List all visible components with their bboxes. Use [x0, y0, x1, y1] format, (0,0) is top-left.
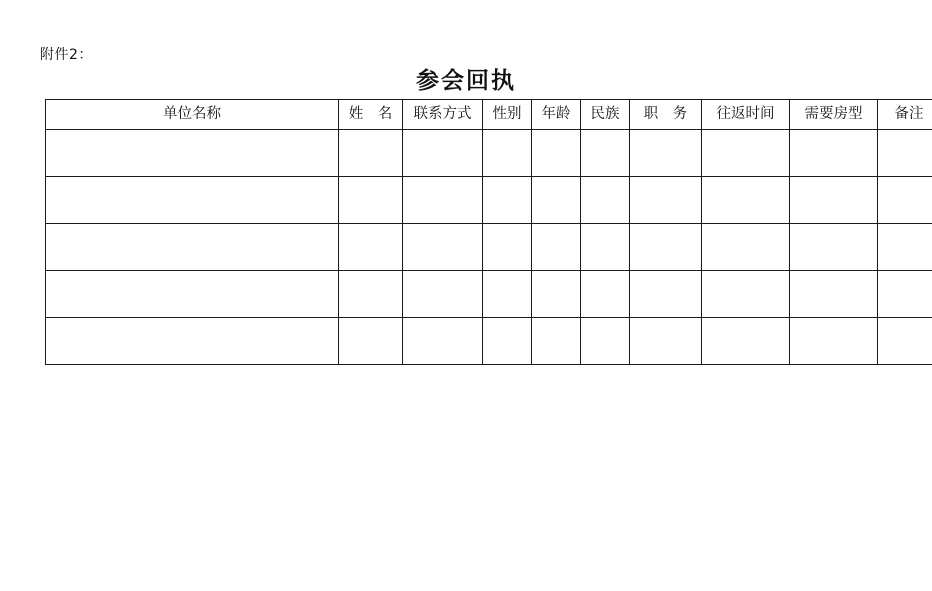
cell-gender[interactable] [483, 177, 532, 224]
column-header-ethnicity: 民族 [581, 100, 630, 130]
cell-name[interactable] [339, 271, 403, 318]
cell-room-type[interactable] [790, 224, 878, 271]
cell-travel-time[interactable] [702, 177, 790, 224]
cell-travel-time[interactable] [702, 271, 790, 318]
cell-contact[interactable] [403, 177, 483, 224]
cell-unit-name[interactable] [46, 224, 339, 271]
cell-ethnicity[interactable] [581, 318, 630, 365]
cell-position[interactable] [630, 177, 702, 224]
column-header-travel-time: 往返时间 [702, 100, 790, 130]
column-header-age: 年龄 [532, 100, 581, 130]
cell-room-type[interactable] [790, 130, 878, 177]
cell-position[interactable] [630, 224, 702, 271]
cell-unit-name[interactable] [46, 318, 339, 365]
cell-remark[interactable] [878, 177, 932, 224]
cell-contact[interactable] [403, 271, 483, 318]
cell-age[interactable] [532, 130, 581, 177]
column-header-unit-name: 单位名称 [46, 100, 339, 130]
cell-contact[interactable] [403, 318, 483, 365]
page-title: 参会回执 [416, 68, 516, 94]
cell-position[interactable] [630, 271, 702, 318]
cell-contact[interactable] [403, 130, 483, 177]
cell-travel-time[interactable] [702, 224, 790, 271]
table-row [46, 318, 932, 365]
cell-name[interactable] [339, 224, 403, 271]
cell-unit-name[interactable] [46, 130, 339, 177]
table-row [46, 224, 932, 271]
cell-age[interactable] [532, 318, 581, 365]
participation-receipt-table [45, 99, 932, 365]
column-header-room-type: 需要房型 [790, 100, 878, 130]
column-header-position: 职 务 [630, 100, 702, 130]
cell-remark[interactable] [878, 271, 932, 318]
cell-remark[interactable] [878, 318, 932, 365]
attachment-label: 附件2： [40, 47, 93, 63]
cell-unit-name[interactable] [46, 177, 339, 224]
column-header-gender: 性别 [483, 100, 532, 130]
cell-contact[interactable] [403, 224, 483, 271]
table-row [46, 130, 932, 177]
column-header-contact: 联系方式 [403, 100, 483, 130]
cell-name[interactable] [339, 130, 403, 177]
cell-gender[interactable] [483, 224, 532, 271]
cell-remark[interactable] [878, 130, 932, 177]
cell-room-type[interactable] [790, 177, 878, 224]
cell-ethnicity[interactable] [581, 271, 630, 318]
cell-position[interactable] [630, 130, 702, 177]
cell-ethnicity[interactable] [581, 177, 630, 224]
cell-gender[interactable] [483, 271, 532, 318]
cell-travel-time[interactable] [702, 318, 790, 365]
cell-name[interactable] [339, 318, 403, 365]
cell-age[interactable] [532, 224, 581, 271]
cell-travel-time[interactable] [702, 130, 790, 177]
cell-age[interactable] [532, 177, 581, 224]
cell-age[interactable] [532, 271, 581, 318]
cell-gender[interactable] [483, 318, 532, 365]
cell-unit-name[interactable] [46, 271, 339, 318]
column-header-remark: 备注 [878, 100, 932, 130]
table-header-row [46, 100, 932, 130]
cell-position[interactable] [630, 318, 702, 365]
table-row [46, 271, 932, 318]
table-row [46, 177, 932, 224]
column-header-name: 姓 名 [339, 100, 403, 130]
cell-room-type[interactable] [790, 318, 878, 365]
cell-room-type[interactable] [790, 271, 878, 318]
cell-name[interactable] [339, 177, 403, 224]
cell-remark[interactable] [878, 224, 932, 271]
cell-ethnicity[interactable] [581, 224, 630, 271]
cell-gender[interactable] [483, 130, 532, 177]
cell-ethnicity[interactable] [581, 130, 630, 177]
